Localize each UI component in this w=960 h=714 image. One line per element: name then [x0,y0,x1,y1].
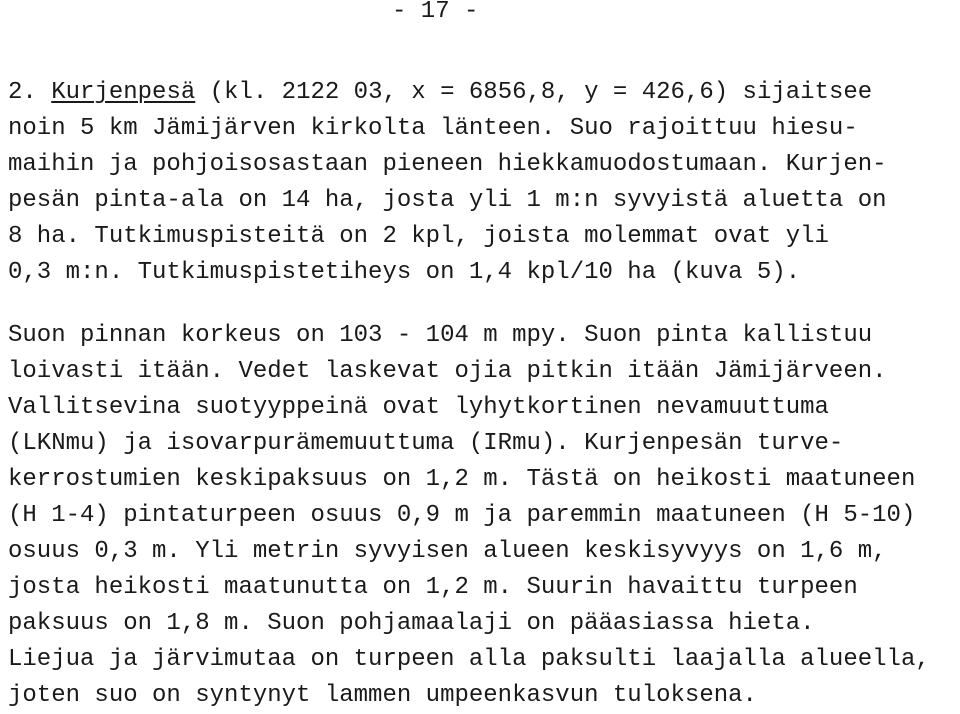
text-line: 8 ha. Tutkimuspisteitä on 2 kpl, joista molemmat ovat yli [8,223,829,250]
paragraph-kurjenpesa-location [8,75,887,291]
text-line [8,75,887,111]
text-line: josta heikosti maatunutta on 1,2 m. Suurin havaittu turpeen [8,574,858,601]
page-number: - 17 - [392,0,479,25]
text-line: osuus 0,3 m. Yli metrin syvyisen alueen keskisyvyys on 1,6 m, [8,538,887,565]
section-title: Kurjenpesä [51,79,196,106]
text-line: (H 1-4) pintaturpeen osuus 0,9 m ja paremmin maatuneen (H 5-10) [8,502,916,529]
section-number: 2. [8,79,52,106]
text-line: Liejua ja järvimutaa on turpeen alla paksulti laajalla alueella, [8,646,930,673]
text-line: loivasti itään. Vedet laskevat ojia pitkin itään Jämijärveen. [8,358,887,385]
text-line: Vallitsevina suotyyppeinä ovat lyhytkortinen nevamuuttuma [8,394,829,421]
text-line: kerrostumien keskipaksuus on 1,2 m. Tästä on heikosti maatuneen [8,466,916,493]
text-line: Suon pinnan korkeus on 103 - 104 m mpy. Suon pinta kallistuu [8,322,873,349]
text-line: maihin ja pohjoisosastaan pieneen hiekkamuodostumaan. Kurjen- [8,151,887,178]
text-line: 0,3 m:n. Tutkimuspistetiheys on 1,4 kpl/10 ha (kuva 5). [8,259,801,286]
text-line: paksuus on 1,8 m. Suon pohjamaalaji on pääasiassa hieta. [8,610,815,637]
paragraph-bog-description [8,318,930,714]
text-line: noin 5 km Jämijärven kirkolta länteen. Suo rajoittuu hiesu- [8,115,858,142]
text-line: (LKNmu) ja isovarpurämemuuttuma (IRmu). Kurjenpesän turve- [8,430,844,457]
text-line: joten suo on syntynyt lammen umpeenkasvun tuloksena. [8,682,757,709]
text-segment: (kl. 2122 03, x = 6856,8, y = 426,6) sijaitsee [195,79,873,106]
text-line: pesän pinta-ala on 14 ha, josta yli 1 m:n syvyistä aluetta on [8,187,887,214]
